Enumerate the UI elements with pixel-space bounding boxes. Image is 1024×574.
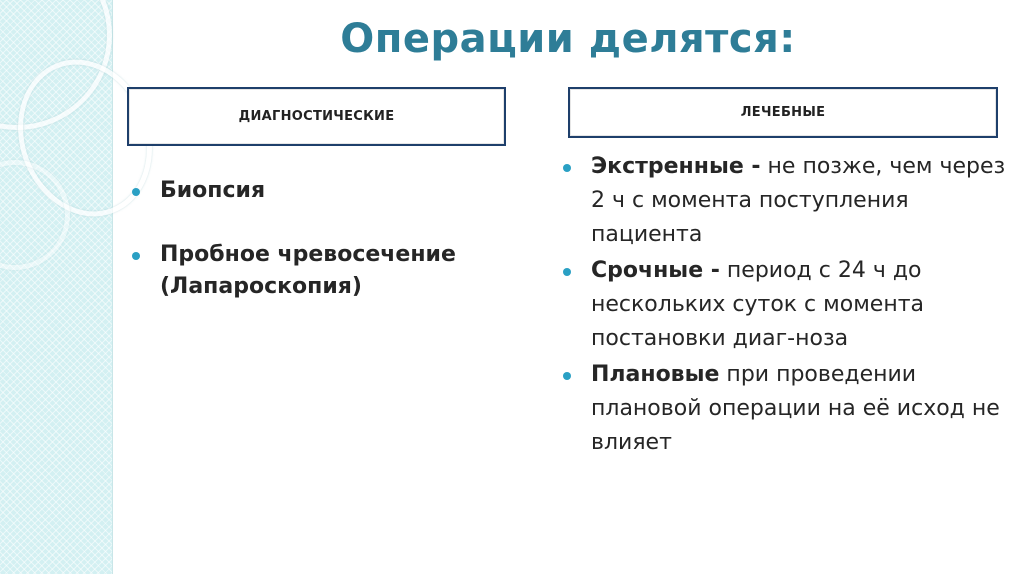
diagnostic-list [128, 175, 528, 335]
list-item [128, 239, 528, 303]
diagnostic-header-box [127, 87, 506, 146]
slide-title: Операции делятся: [340, 16, 796, 62]
diagnostic-header-label: ДИАГНОСТИЧЕСКИЕ [238, 109, 395, 124]
list-item [559, 150, 1014, 252]
therapeutic-header-label: ЛЕЧЕБНЫЕ [740, 105, 826, 120]
list-item-text: при проведении плановой операции на её исход не влияет [591, 362, 1000, 455]
therapeutic-header-box [568, 87, 998, 138]
list-item-term: Плановые [591, 362, 720, 387]
therapeutic-list [559, 150, 1014, 462]
list-item-text: не позже, чем через 2 ч с момента поступления пациента [591, 154, 1006, 247]
list-item [559, 254, 1014, 356]
list-item-text: период с 24 ч до нескольких суток с момента постановки диаг-ноза [591, 258, 925, 351]
list-item [128, 175, 528, 207]
list-item-text: Пробное чревосечение (Лапароскопия) [160, 242, 456, 299]
list-item [559, 358, 1014, 460]
list-item-term: Экстренные - [591, 154, 761, 179]
list-item-term: Срочные - [591, 258, 720, 283]
decorative-side-band [0, 0, 113, 574]
list-item-text: Биопсия [160, 178, 266, 203]
